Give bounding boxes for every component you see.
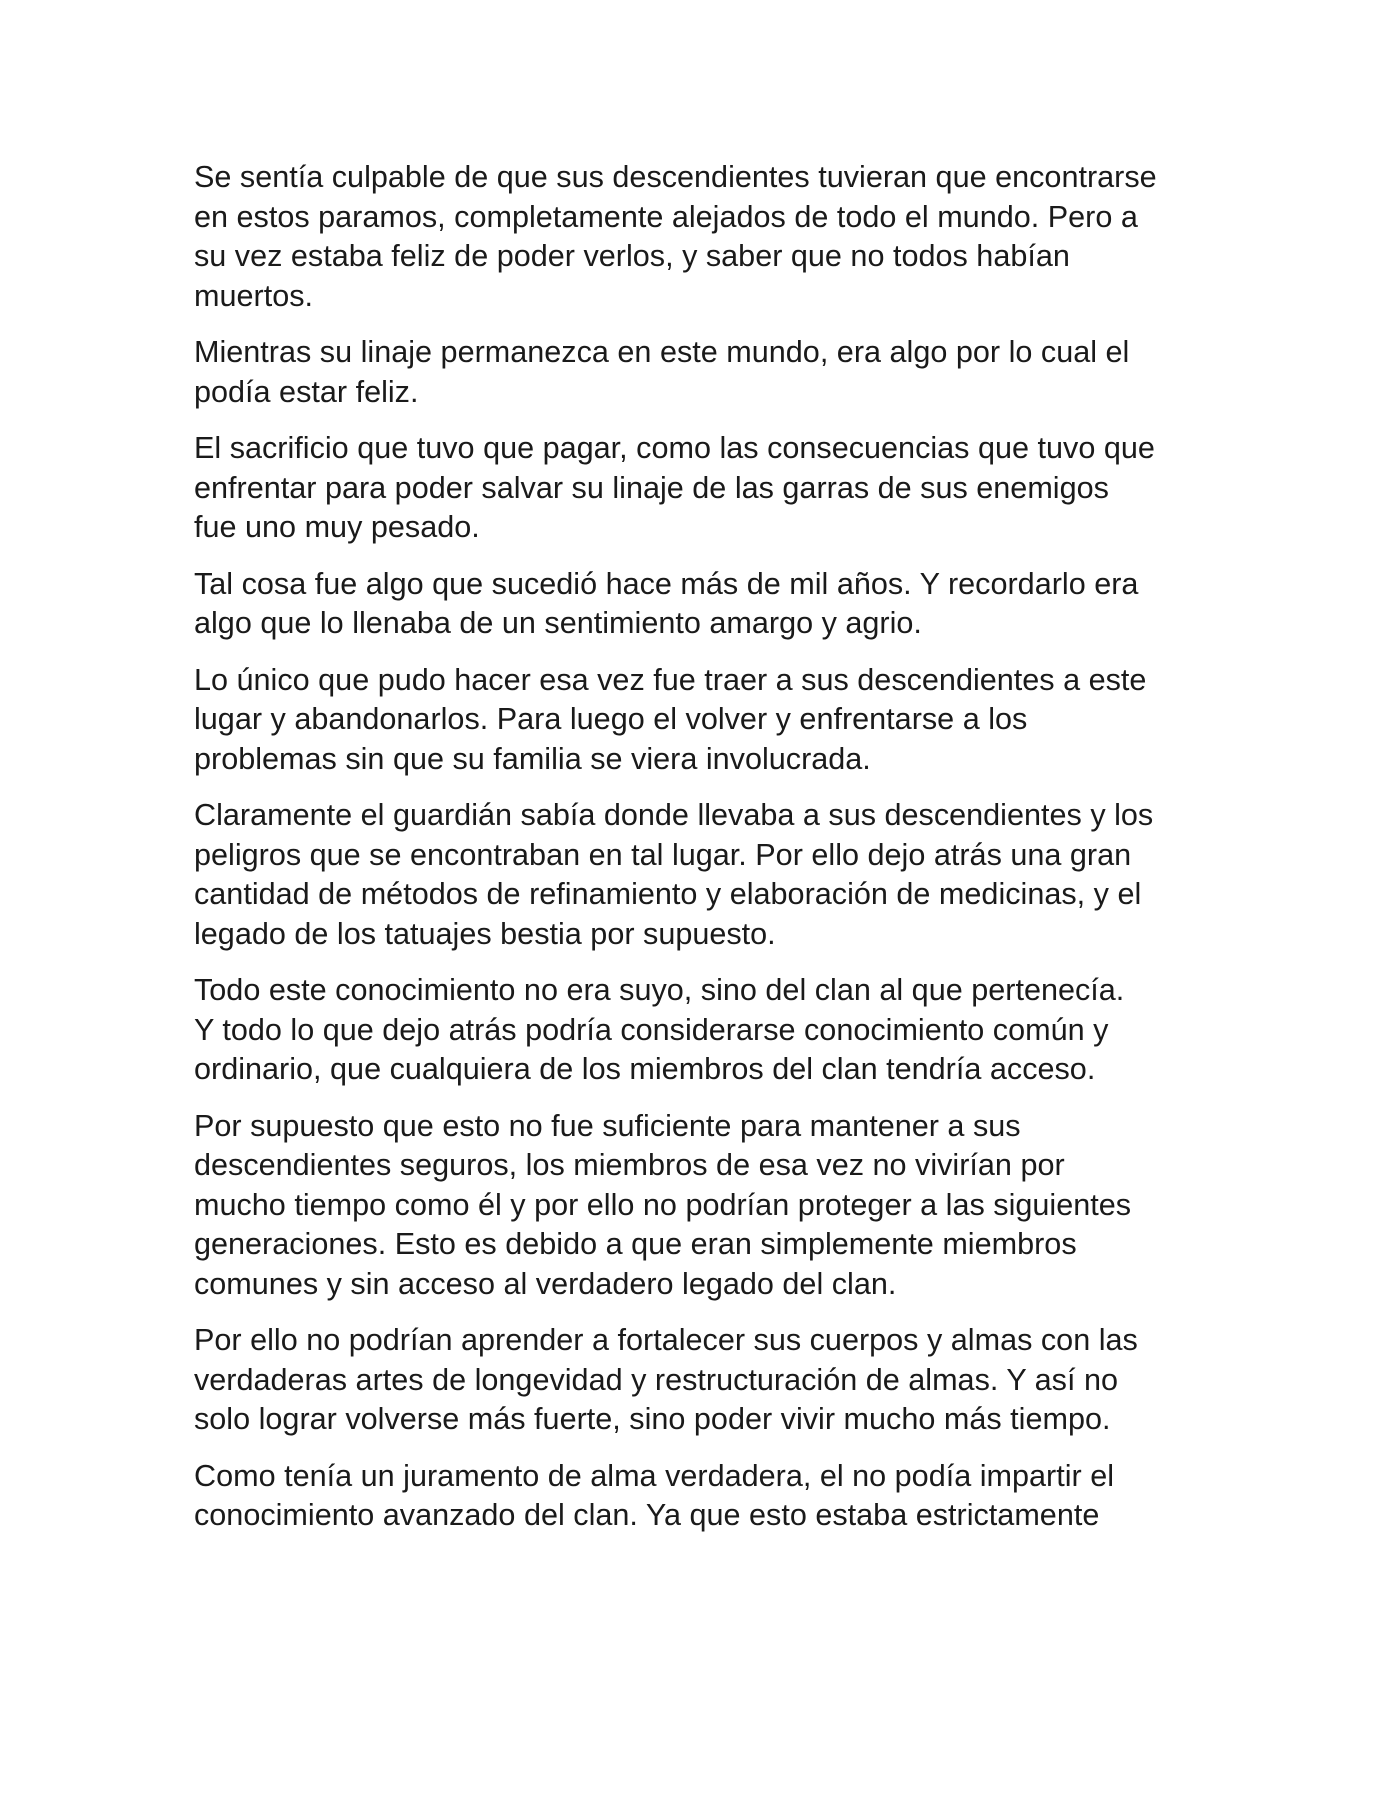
paragraph-6: Claramente el guardián sabía donde llevaba a sus descendientes y los peligros que se encontraban en tal lugar. Por ello dejo atrás una gran cantidad de métodos de refinamiento y elaboración de medicinas, y el legado de los tatuajes bestia por supuesto. [194,798,1154,951]
paragraph-2: Mientras su linaje permanezca en este mundo, era algo por lo cual el podía estar feliz. [194,335,1130,409]
body-text [194,158,1224,1553]
paragraph-10: Como tenía un juramento de alma verdadera, el no podía impartir el conocimiento avanzado del clan. Ya que esto estaba estrictamente [194,1458,1115,1532]
paragraph-7: Todo este conocimiento no era suyo, sino del clan al que pertenecía. Y todo lo que dejo atrás podría considerarse conocimiento común y ordinario, que cualquiera de los miembros del clan tendría acceso. [194,973,1125,1086]
paragraph-1: Se sentía culpable de que sus descendientes tuvieran que encontrarse en estos paramos, completamente alejados de todo el mundo. Pero a su vez estaba feliz de poder verlos, y saber que no todos habían muertos. [194,160,1157,313]
paragraph-5: Lo único que pudo hacer esa vez fue traer a sus descendientes a este lugar y abandonarlos. Para luego el volver y enfrentarse a los problemas sin que su familia se viera involucrada. [194,662,1147,776]
paragraph-3: El sacrificio que tuvo que pagar, como las consecuencias que tuvo que enfrentar para poder salvar su linaje de las garras de sus enemigos fue uno muy pesado. [194,431,1155,544]
paragraph-8: Por supuesto que esto no fue suficiente para mantener a sus descendientes seguros, los miembros de esa vez no vivirían por mucho tiempo como él y por ello no podrían proteger a las siguientes generaciones. Esto es debido a que eran simplemente miembros comunes y sin acceso al verdadero legado del clan. [194,1108,1132,1301]
paragraph-4: Tal cosa fue algo que sucedió hace más de mil años. Y recordarlo era algo que lo llenaba de un sentimiento amargo y agrio. [194,566,1139,640]
paragraph-9: Por ello no podrían aprender a fortalecer sus cuerpos y almas con las verdaderas artes de longevidad y restructuración de almas. Y así no solo lograr volverse más fuerte, sino poder vivir mucho más tiempo. [194,1323,1138,1436]
